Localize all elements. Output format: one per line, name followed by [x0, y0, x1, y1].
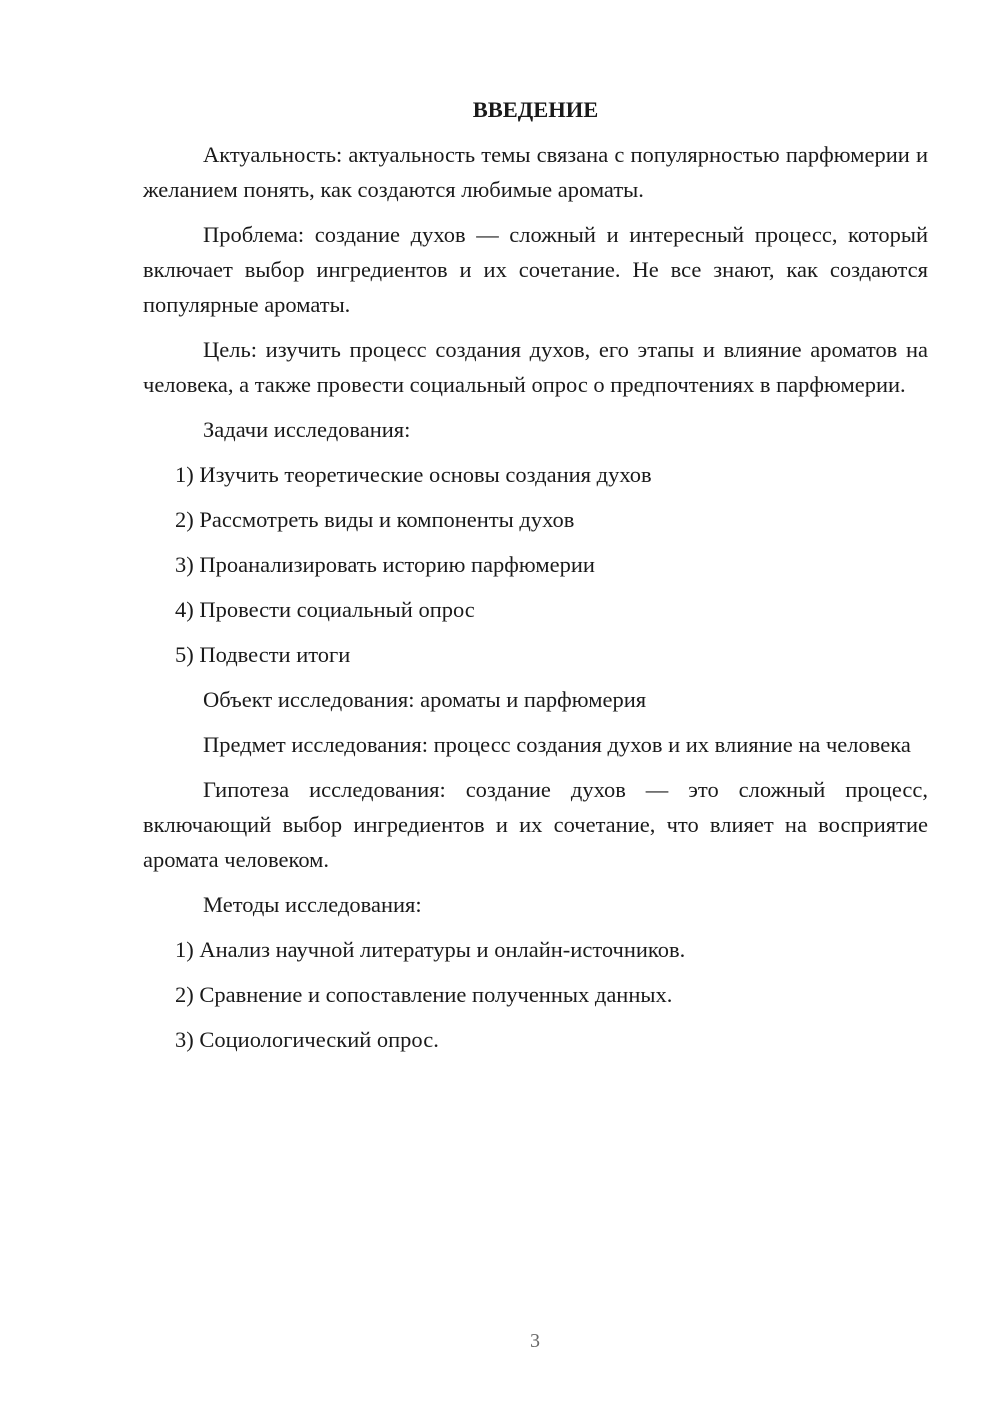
- task-item: 1) Изучить теоретические основы создания духов: [175, 462, 652, 487]
- method-item: 2) Сравнение и сопоставление полученных данных.: [175, 982, 673, 1007]
- method-item: 1) Анализ научной литературы и онлайн-источников.: [175, 937, 686, 962]
- task-item: 3) Проанализировать историю парфюмерии: [175, 552, 595, 577]
- task-item: 4) Провести социальный опрос: [175, 597, 475, 622]
- hypothesis-paragraph: Гипотеза исследования: создание духов — это сложный процесс, включающий выбор ингредиентов и их сочетание, что влияет на восприятие аромата человеком.: [143, 777, 928, 872]
- methods-heading: Методы исследования:: [203, 892, 422, 917]
- goal-paragraph: Цель: изучить процесс создания духов, его этапы и влияние ароматов на человека, а также провести социальный опрос о предпочтениях в парфюмерии.: [143, 337, 928, 397]
- subject-paragraph: Предмет исследования: процесс создания духов и их влияние на человека: [203, 732, 911, 757]
- problem-paragraph: Проблема: создание духов — сложный и интересный процесс, который включает выбор ингредиентов и их сочетание. Не все знают, как создаются популярные ароматы.: [143, 222, 928, 317]
- page-number: 3: [530, 1330, 540, 1352]
- task-item: 5) Подвести итоги: [175, 642, 351, 667]
- section-title: ВВЕДЕНИЕ: [472, 97, 599, 122]
- tasks-heading: Задачи исследования:: [203, 417, 411, 442]
- method-item: 3) Социологический опрос.: [175, 1027, 439, 1052]
- document-body: [143, 92, 928, 1067]
- task-item: 2) Рассмотреть виды и компоненты духов: [175, 507, 575, 532]
- object-paragraph: Объект исследования: ароматы и парфюмерия: [203, 687, 647, 712]
- relevance-paragraph: Актуальность: актуальность темы связана с популярностью парфюмерии и желанием понять, как создаются любимые ароматы.: [143, 142, 928, 202]
